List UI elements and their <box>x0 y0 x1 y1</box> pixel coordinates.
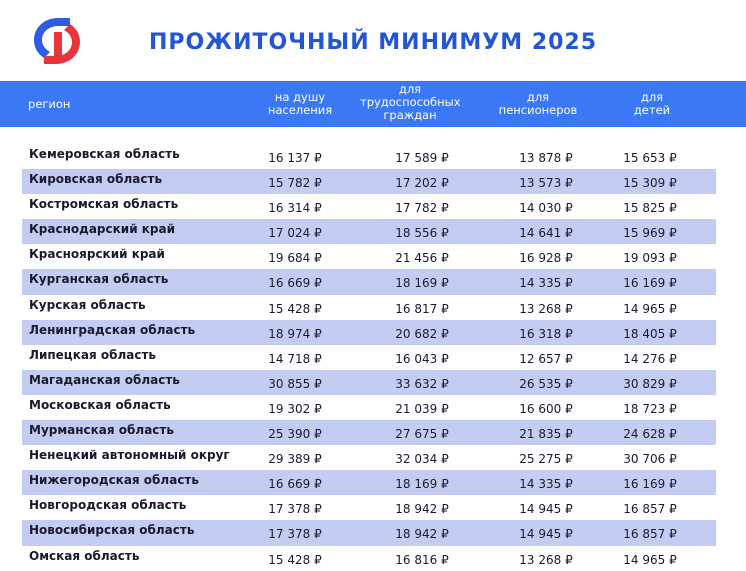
value-working: 18 942 ₽ <box>395 527 449 542</box>
table-row <box>22 219 716 244</box>
value-working: 18 169 ₽ <box>395 276 449 291</box>
value-per-capita: 16 314 ₽ <box>268 201 322 216</box>
column-header-region: регион <box>28 97 71 111</box>
table-body <box>22 144 716 571</box>
value-children: 15 653 ₽ <box>623 151 677 165</box>
value-pensioners: 12 657 ₽ <box>519 351 573 366</box>
region-name: Магаданская область <box>29 372 180 387</box>
region-name: Костромская область <box>29 197 179 212</box>
column-header-children: для детей <box>633 90 671 117</box>
value-children: 14 965 ₽ <box>623 301 677 316</box>
value-working: 16 816 ₽ <box>395 552 449 567</box>
value-pensioners: 14 641 ₽ <box>519 226 573 241</box>
value-pensioners: 13 268 ₽ <box>519 301 573 316</box>
table-row <box>22 420 716 445</box>
table-row <box>22 244 716 269</box>
table-row <box>22 395 716 420</box>
table-row <box>22 345 716 370</box>
value-pensioners: 14 945 ₽ <box>519 527 573 542</box>
value-children: 18 723 ₽ <box>623 401 677 416</box>
value-working: 20 682 ₽ <box>395 326 449 341</box>
table-row <box>22 520 716 545</box>
value-pensioners: 14 335 ₽ <box>519 477 573 492</box>
value-children: 16 857 ₽ <box>623 502 677 517</box>
value-per-capita: 16 137 ₽ <box>268 151 322 165</box>
value-per-capita: 17 024 ₽ <box>268 226 322 241</box>
table-row <box>22 169 716 194</box>
value-working: 16 043 ₽ <box>395 351 449 366</box>
table-row <box>22 295 716 320</box>
region-name: Красноярский край <box>29 247 165 262</box>
value-per-capita: 17 378 ₽ <box>268 502 322 517</box>
value-per-capita: 16 669 ₽ <box>268 276 322 291</box>
value-per-capita: 17 378 ₽ <box>268 527 322 542</box>
value-per-capita: 15 428 ₽ <box>268 301 322 316</box>
value-children: 18 405 ₽ <box>623 326 677 341</box>
value-working: 32 034 ₽ <box>395 452 449 467</box>
table-row <box>22 546 716 571</box>
value-pensioners: 13 268 ₽ <box>519 552 573 567</box>
value-pensioners: 14 335 ₽ <box>519 276 573 291</box>
value-children: 15 825 ₽ <box>623 201 677 216</box>
value-children: 30 829 ₽ <box>623 376 677 391</box>
value-working: 21 039 ₽ <box>395 401 449 416</box>
value-per-capita: 15 428 ₽ <box>268 552 322 567</box>
value-children: 19 093 ₽ <box>623 251 677 266</box>
region-name: Кемеровская область <box>29 147 180 161</box>
column-header-working: для трудоспособных граждан <box>360 82 461 122</box>
value-working: 17 202 ₽ <box>395 176 449 191</box>
value-per-capita: 29 389 ₽ <box>268 452 322 467</box>
region-name: Омская область <box>29 548 140 563</box>
table-row <box>22 194 716 219</box>
column-header-per-capita: на душу населения <box>267 90 333 117</box>
value-working: 27 675 ₽ <box>395 427 449 442</box>
region-name: Курганская область <box>29 272 169 287</box>
table-header <box>0 81 746 127</box>
value-pensioners: 16 600 ₽ <box>519 401 573 416</box>
value-children: 14 276 ₽ <box>623 351 677 366</box>
value-working: 17 782 ₽ <box>395 201 449 216</box>
value-pensioners: 13 573 ₽ <box>519 176 573 191</box>
value-working: 16 817 ₽ <box>395 301 449 316</box>
value-working: 33 632 ₽ <box>395 376 449 391</box>
value-pensioners: 14 030 ₽ <box>519 201 573 216</box>
value-per-capita: 30 855 ₽ <box>268 376 322 391</box>
value-per-capita: 15 782 ₽ <box>268 176 322 191</box>
value-pensioners: 21 835 ₽ <box>519 427 573 442</box>
value-pensioners: 13 878 ₽ <box>519 151 573 165</box>
value-per-capita: 16 669 ₽ <box>268 477 322 492</box>
region-name: Новгородская область <box>29 498 187 513</box>
value-children: 24 628 ₽ <box>623 427 677 442</box>
region-name: Липецкая область <box>29 347 156 362</box>
region-name: Московская область <box>29 397 171 412</box>
value-children: 16 857 ₽ <box>623 527 677 542</box>
value-per-capita: 19 302 ₽ <box>268 401 322 416</box>
table-row <box>22 269 716 294</box>
region-name: Ненецкий автономный округ <box>29 448 230 463</box>
table-row <box>22 495 716 520</box>
value-per-capita: 19 684 ₽ <box>268 251 322 266</box>
table-row <box>22 320 716 345</box>
value-pensioners: 14 945 ₽ <box>519 502 573 517</box>
value-children: 16 169 ₽ <box>623 477 677 492</box>
region-name: Краснодарский край <box>29 222 176 237</box>
table-row <box>22 445 716 470</box>
value-working: 18 169 ₽ <box>395 477 449 492</box>
value-per-capita: 18 974 ₽ <box>268 326 322 341</box>
value-children: 30 706 ₽ <box>623 452 677 467</box>
value-children: 14 965 ₽ <box>623 552 677 567</box>
value-per-capita: 25 390 ₽ <box>268 427 322 442</box>
value-working: 18 556 ₽ <box>395 226 449 241</box>
region-name: Мурманская область <box>29 423 174 438</box>
value-per-capita: 14 718 ₽ <box>268 351 322 366</box>
table-row <box>22 470 716 495</box>
value-pensioners: 16 928 ₽ <box>519 251 573 266</box>
region-name: Новосибирская область <box>29 523 195 538</box>
value-pensioners: 26 535 ₽ <box>519 376 573 391</box>
value-working: 17 589 ₽ <box>395 151 449 165</box>
value-children: 16 169 ₽ <box>623 276 677 291</box>
value-pensioners: 25 275 ₽ <box>519 452 573 467</box>
value-pensioners: 16 318 ₽ <box>519 326 573 341</box>
region-name: Курская область <box>29 297 146 312</box>
value-working: 21 456 ₽ <box>395 251 449 266</box>
region-name: Нижегородская область <box>29 473 199 488</box>
column-header-pensioners: для пенсионеров <box>498 90 578 117</box>
table-row <box>22 144 716 169</box>
region-name: Ленинградская область <box>29 322 196 337</box>
region-name: Кировская область <box>29 172 163 187</box>
page-title: ПРОЖИТОЧНЫЙ МИНИМУМ 2025 <box>148 30 598 55</box>
value-children: 15 309 ₽ <box>623 176 677 191</box>
value-children: 15 969 ₽ <box>623 226 677 241</box>
table-row <box>22 370 716 395</box>
value-working: 18 942 ₽ <box>395 502 449 517</box>
